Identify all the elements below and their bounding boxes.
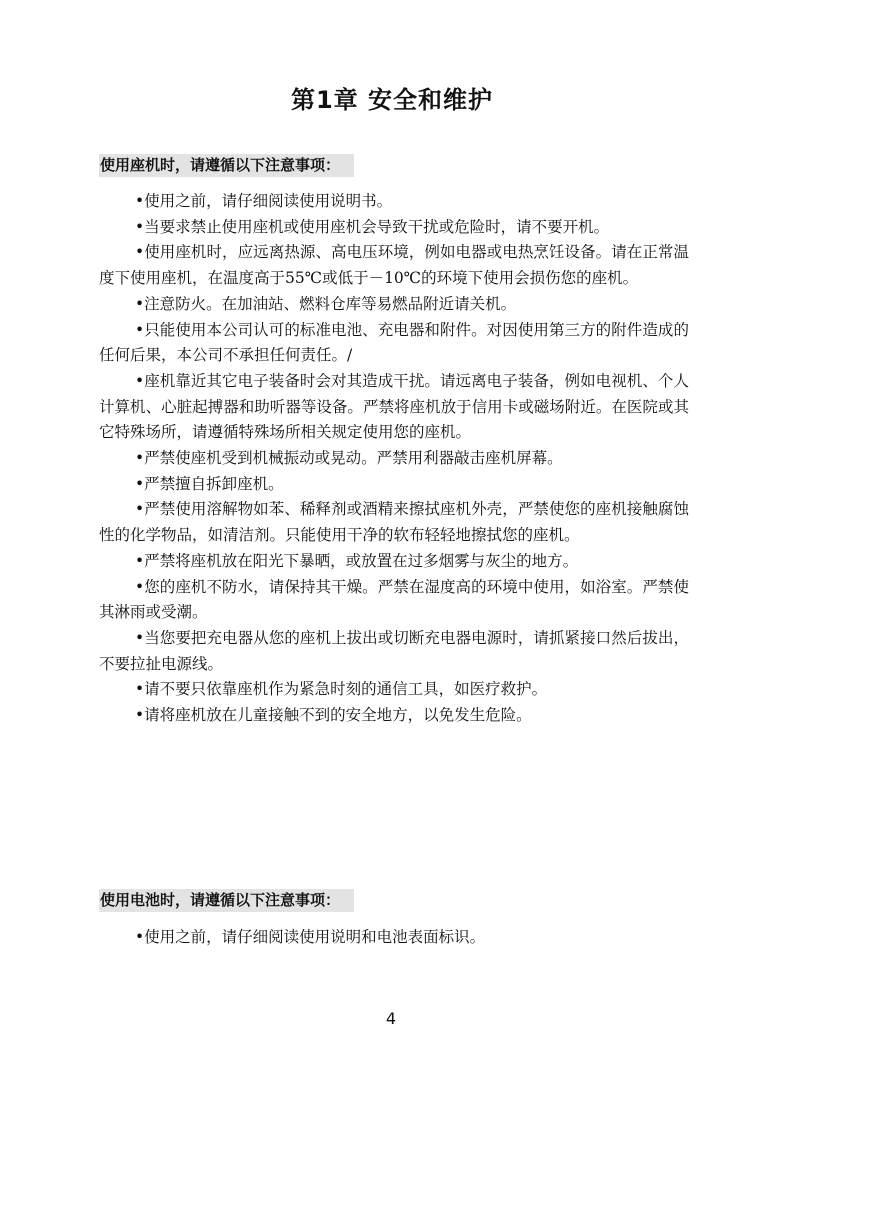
list-item: •座机靠近其它电子装备时会对其造成干扰。请远离电子装备，例如电视机、个人计算机、心脏起搏器和助听器等设备。严禁将座机放于信用卡或磁场附近。在医院或其它特殊场所，请遵循特殊场所相关规定使用您的座机。 bbox=[99, 371, 689, 442]
page-number: 4 bbox=[385, 1009, 397, 1028]
list-item: •请将座机放在儿童接触不到的安全地方，以免发生危险。 bbox=[135, 706, 532, 725]
list-item: •注意防火。在加油站、燃料仓库等易燃品附近请关机。 bbox=[135, 294, 517, 313]
list-item: •您的座机不防水，请保持其干燥。严禁在湿度高的环境中使用，如浴室。严禁使其淋雨或受潮。 bbox=[99, 577, 689, 622]
list-item: •请不要只依靠座机作为紧急时刻的通信工具，如医疗救护。 bbox=[135, 680, 548, 699]
section-heading-device-usage: 使用座机时，请遵循以下注意事项： bbox=[99, 154, 354, 177]
list-item: •使用之前，请仔细阅读使用说明书。 bbox=[135, 192, 393, 210]
page-title: 第1章 安全和维护 bbox=[290, 86, 494, 114]
list-item: •严禁将座机放在阳光下暴晒，或放置在过多烟雾与灰尘的地方。 bbox=[135, 551, 579, 570]
battery-precautions-list bbox=[99, 925, 689, 951]
list-item: •使用之前，请仔细阅读使用说明和电池表面标识。 bbox=[135, 928, 486, 946]
list-item: •严禁擅自拆卸座机。 bbox=[135, 474, 284, 493]
list-item: •当您要把充电器从您的座机上拔出或切断充电器电源时，请抓紧接口然后拔出，不要拉扯电源线。 bbox=[99, 628, 689, 673]
list-item: •当要求禁止使用座机或使用座机会导致干扰或危险时，请不要开机。 bbox=[135, 217, 610, 236]
list-item: •只能使用本公司认可的标准电池、充电器和附件。对因使用第三方的附件造成的任何后果，本公司不承担任何责任。/ bbox=[99, 320, 689, 365]
list-item: •使用座机时，应远离热源、高电压环境，例如电器或电热烹饪设备。请在正常温度下使用座机，在温度高于55℃或低于－10℃的环境下使用会损伤您的座机。 bbox=[99, 243, 689, 288]
list-item: •严禁使用溶解物如苯、稀释剂或酒精来擦拭座机外壳，严禁使您的座机接触腐蚀性的化学物品，如清洁剂。只能使用干净的软布轻轻地擦拭您的座机。 bbox=[99, 500, 689, 545]
section-heading-battery-usage: 使用电池时，请遵循以下注意事项： bbox=[99, 889, 354, 912]
device-precautions-list bbox=[99, 189, 689, 729]
list-item: •严禁使座机受到机械振动或晃动。严禁用利器敲击座机屏幕。 bbox=[135, 449, 563, 468]
